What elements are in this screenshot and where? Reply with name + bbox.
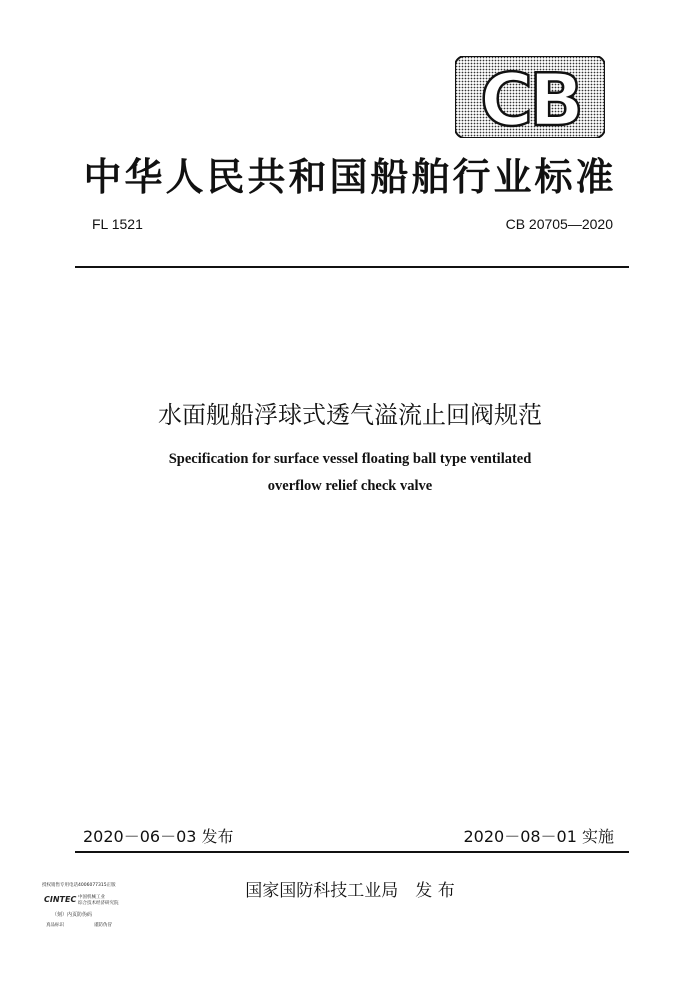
title-english-line1: Specification for surface vessel floating ball type ventilated xyxy=(168,451,532,467)
implementation-date: 2020－08－01 实施 xyxy=(463,827,614,846)
title-english-line2: overflow relief check valve xyxy=(267,478,433,494)
seal-code-label: （刻）内页防伪码 xyxy=(52,912,93,918)
top-divider xyxy=(75,266,629,268)
seal-logo: CINTEC xyxy=(44,895,77,904)
seal-org-line2: 综合技术经济研究院 xyxy=(78,901,119,906)
publisher: 国家国防科技工业局 发 布 xyxy=(245,881,455,901)
header-title: 中华人民共和国船舶行业标准 xyxy=(83,155,617,199)
seal-org-line1: 中国机械工业 xyxy=(78,895,105,900)
issue-date: 2020－06－03 发布 xyxy=(83,827,234,846)
classification-code: FL 1521 xyxy=(92,216,143,232)
standard-number: CB 20705—2020 xyxy=(505,216,613,232)
seal-warning-label: 谨防伪冒 xyxy=(94,923,112,928)
title-chinese: 水面舰船浮球式透气溢流止回阀规范 xyxy=(158,401,542,429)
logo-letters: CB xyxy=(480,58,580,138)
seal-genuine-label: 真品标识 xyxy=(46,923,64,928)
cb-logo xyxy=(455,56,605,138)
seal-hotline: 授权销售专用电话4006077315正版 xyxy=(42,883,116,888)
bottom-divider xyxy=(75,851,629,853)
